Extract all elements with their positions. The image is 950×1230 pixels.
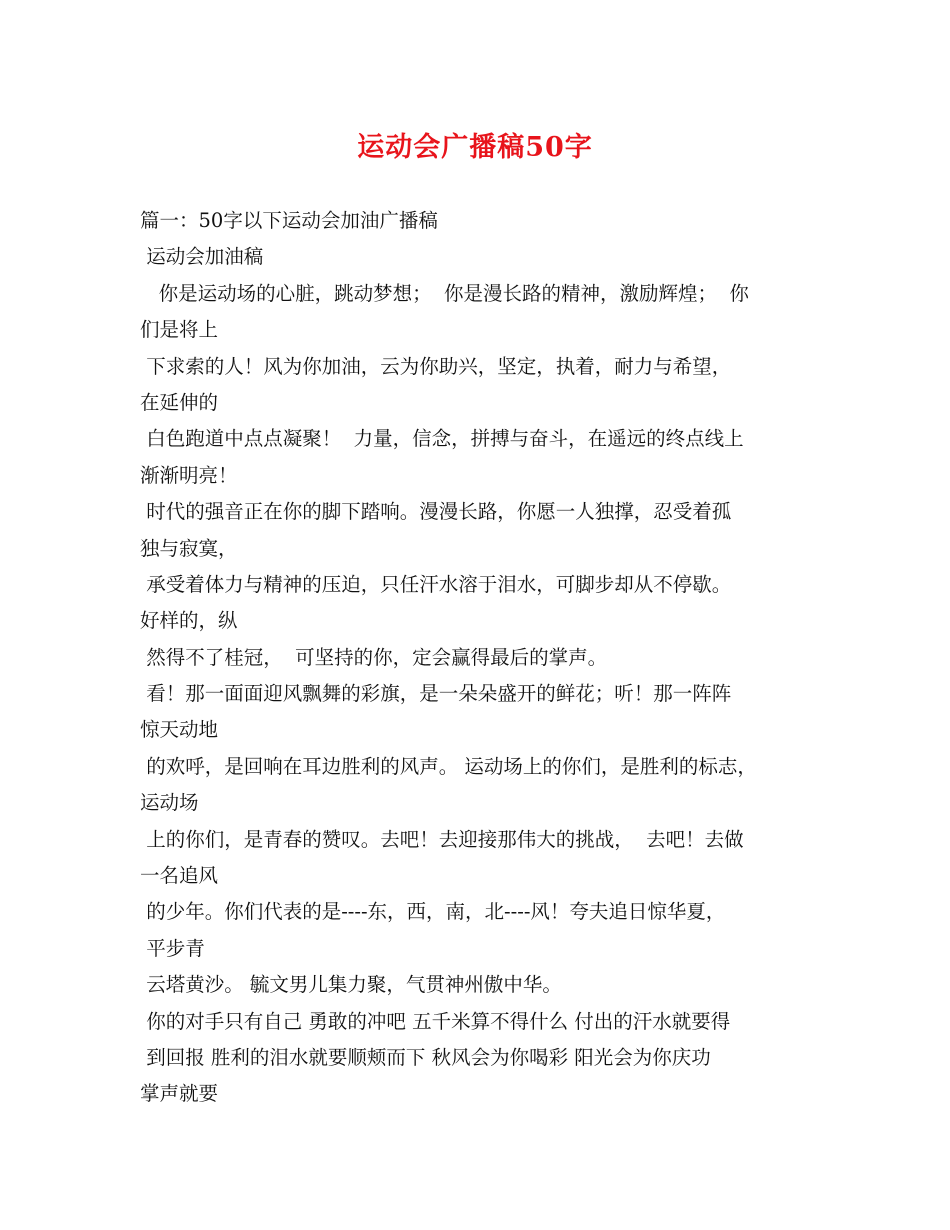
text-line: 掌声就要	[140, 1082, 219, 1106]
text-line: 运动场	[140, 791, 199, 815]
text-line: 篇一：50字以下运动会加油广播稿	[140, 209, 438, 232]
text-line: 的少年。你们代表的是----东，西，南，北----风！夸夫追日惊华夏，	[140, 900, 726, 924]
text-line: 你的对手只有自己 勇敢的冲吧 五千米算不得什么 付出的汗水就要得	[140, 1009, 731, 1033]
text-line: 上的你们，是青春的赞叹。去吧！去迎接那伟大的挑战， 去吧！去做	[140, 827, 744, 851]
text-line: 运动会加油稿	[140, 245, 264, 269]
text-line: 到回报 胜利的泪水就要顺颊而下 秋风会为你喝彩 阳光会为你庆功	[140, 1045, 711, 1069]
text-line: 渐渐明亮！	[140, 463, 238, 487]
text-line: 好样的，纵	[140, 609, 238, 633]
text-line: 在延伸的	[140, 390, 219, 414]
text-line: 承受着体力与精神的压迫，只任汗水溶于泪水，可脚步却从不停歇。	[140, 572, 732, 596]
text-line: 然得不了桂冠， 可坚持的你，定会赢得最后的掌声。	[140, 645, 608, 669]
text-line: 时代的强音正在你的脚下踏响。漫漫长路，你愿一人独撑，忍受着孤	[140, 500, 732, 524]
page-title: 运动会广播稿50字	[357, 132, 593, 163]
text-line: 平步青	[140, 936, 205, 960]
text-line: 你是运动场的心脏，跳动梦想； 你是漫长路的精神，激励辉煌； 你	[140, 281, 749, 305]
text-line: 下求索的人！风为你加油，云为你助兴，坚定，执着，耐力与希望，	[140, 354, 732, 378]
text-line: 云塔黄沙。 毓文男儿集力聚，气贯神州傲中华。	[140, 973, 562, 997]
document-body	[140, 203, 830, 1113]
text-line: 的欢呼，是回响在耳边胜利的风声。 运动场上的你们，是胜利的标志，	[140, 754, 757, 778]
text-line: 们是将上	[140, 318, 219, 342]
text-line: 白色跑道中点点凝聚！ 力量，信念，拼搏与奋斗，在遥远的终点线上	[140, 427, 744, 451]
text-line: 独与寂寞，	[140, 536, 238, 560]
text-line: 一名追风	[140, 864, 219, 888]
text-line: 惊天动地	[140, 718, 219, 742]
text-line: 看！那一面面迎风飘舞的彩旗，是一朵朵盛开的鲜花；听！那一阵阵	[140, 682, 732, 706]
